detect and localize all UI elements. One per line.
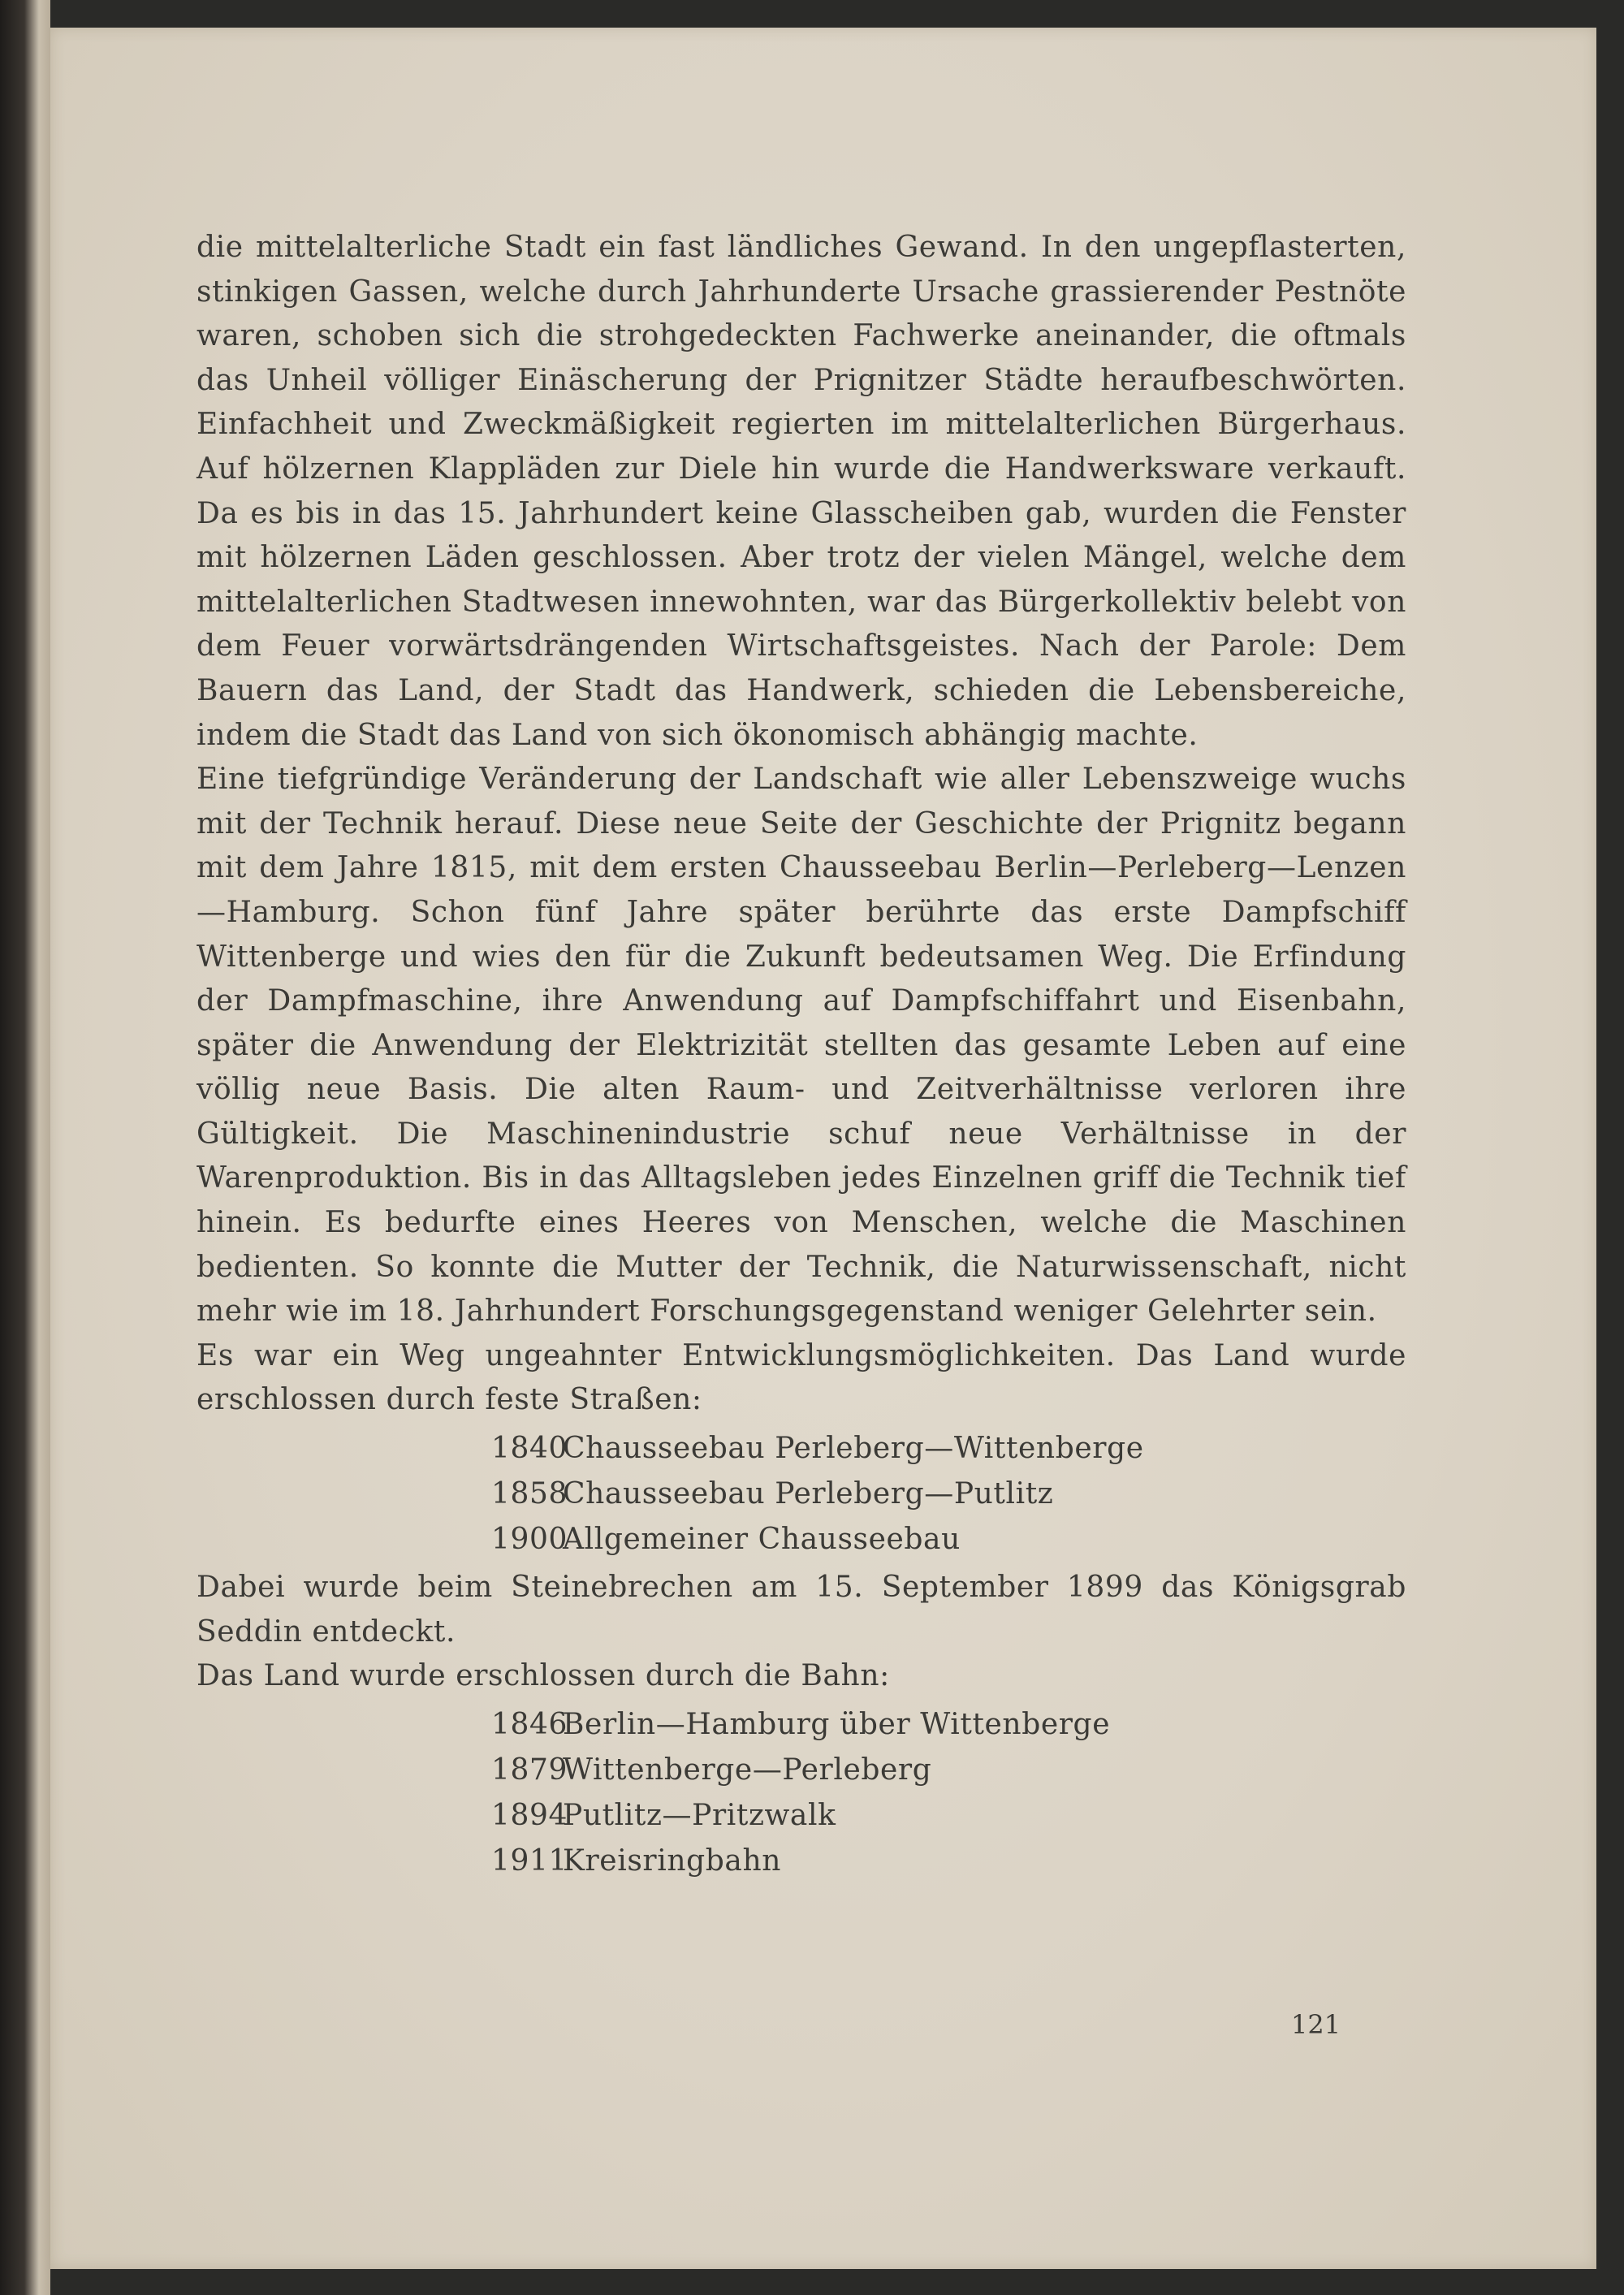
- list-item-year: 1911: [491, 1843, 568, 1878]
- paragraph-seddin: Dabei wurde beim Steinebrechen am 15. September 1899 das Königsgrab Seddin entdeckt.: [197, 1571, 1406, 1649]
- list-item-route: Chausseebau Perleberg—Putlitz: [563, 1476, 1054, 1511]
- railways-list: [491, 1702, 1406, 1884]
- list-item-year: 1900: [491, 1522, 568, 1556]
- list-item: [491, 1472, 1406, 1517]
- list-item-route: Wittenberge—Perleberg: [563, 1753, 932, 1787]
- list-item-year: 1894: [491, 1798, 568, 1832]
- paragraph-technology: Eine tiefgründige Veränderung der Landschaft wie aller Lebenszweige wuchs mit der Technik herauf. Diese neue Seite der Geschichte der Prignitz begann mit dem Jahre 1815, mit dem ersten Chausseebau Berlin—Perleberg—Lenzen—Hamburg. Schon fünf Jahre später berührte das erste Dampfschiff Wittenberge und wies den für die Zukunft bedeutsamen Weg. Die Erfindung der Dampfmaschine, ihre Anwendung auf Dampfschiffahrt und Eisenbahn, später die Anwendung der Elektrizität stellten das gesamte Leben auf eine völlig neue Basis. Die alten Raum- und Zeitverhältnisse verloren ihre Gültigkeit. Die Maschinenindustrie schuf neue Verhältnisse in der Warenproduktion. Bis in das Alltagsleben jedes Einzelnen griff die Technik tief hinein. Es bedurfte eines Heeres von Menschen, welche die Maschinen bedienten. So konnte die Mutter der Technik, die Naturwissenschaft, nicht mehr wie im 18. Jahrhundert Forschungsgegenstand weniger Gelehrter sein.: [197, 763, 1406, 1329]
- list-item-year: 1879: [491, 1753, 568, 1787]
- paragraph-railway-intro: Das Land wurde erschlossen durch die Bahn:: [197, 1659, 890, 1693]
- list-item: [491, 1517, 1406, 1562]
- book-page: [50, 28, 1596, 2269]
- list-item: [491, 1426, 1406, 1472]
- list-item-route: Kreisringbahn: [563, 1843, 782, 1878]
- book-binding-edge: [0, 0, 50, 2295]
- roads-list: [491, 1426, 1406, 1562]
- list-item: [491, 1702, 1406, 1748]
- list-item-route: Allgemeiner Chausseebau: [563, 1522, 961, 1556]
- list-item-route: Chausseebau Perleberg—Wittenberge: [563, 1431, 1144, 1465]
- list-item-year: 1858: [491, 1476, 568, 1511]
- list-item-route: Putlitz—Pritzwalk: [563, 1798, 836, 1832]
- list-item: [491, 1793, 1406, 1839]
- page-body: [197, 226, 1406, 1887]
- list-item: [491, 1748, 1406, 1793]
- paragraph-roads-intro: Es war ein Weg ungeahnter Entwicklungsmöglichkeiten. Das Land wurde erschlossen durch feste Straßen:: [197, 1338, 1406, 1417]
- page-number: 121: [1291, 2009, 1341, 2040]
- list-item-route: Berlin—Hamburg über Wittenberge: [563, 1707, 1111, 1741]
- list-item-year: 1840: [491, 1431, 568, 1465]
- paragraph-medieval-town: die mittelalterliche Stadt ein fast ländliches Gewand. In den ungepflasterten, stinkigen Gassen, welche durch Jahrhunderte Ursache grassierender Pestnöte waren, schoben sich die strohgedeckten Fachwerke aneinander, die oftmals das Unheil völliger Einäscherung der Prignitzer Städte heraufbeschwörten. Einfachheit und Zweckmäßigkeit regierten im mittelalterlichen Bürgerhaus. Auf hölzernen Klappläden zur Diele hin wurde die Handwerksware verkauft. Da es bis in das 15. Jahrhundert keine Glasscheiben gab, wurden die Fenster mit hölzernen Läden geschlossen. Aber trotz der vielen Mängel, welche dem mittelalterlichen Stadtwesen innewohnten, war das Bürgerkollektiv belebt von dem Feuer vorwärtsdrängenden Wirtschaftsgeistes. Nach der Parole: Dem Bauern das Land, der Stadt das Handwerk, schieden die Lebensbereiche, indem die Stadt das Land von sich ökonomisch abhängig machte.: [197, 231, 1406, 752]
- list-item-year: 1846: [491, 1707, 568, 1741]
- list-item: [491, 1839, 1406, 1884]
